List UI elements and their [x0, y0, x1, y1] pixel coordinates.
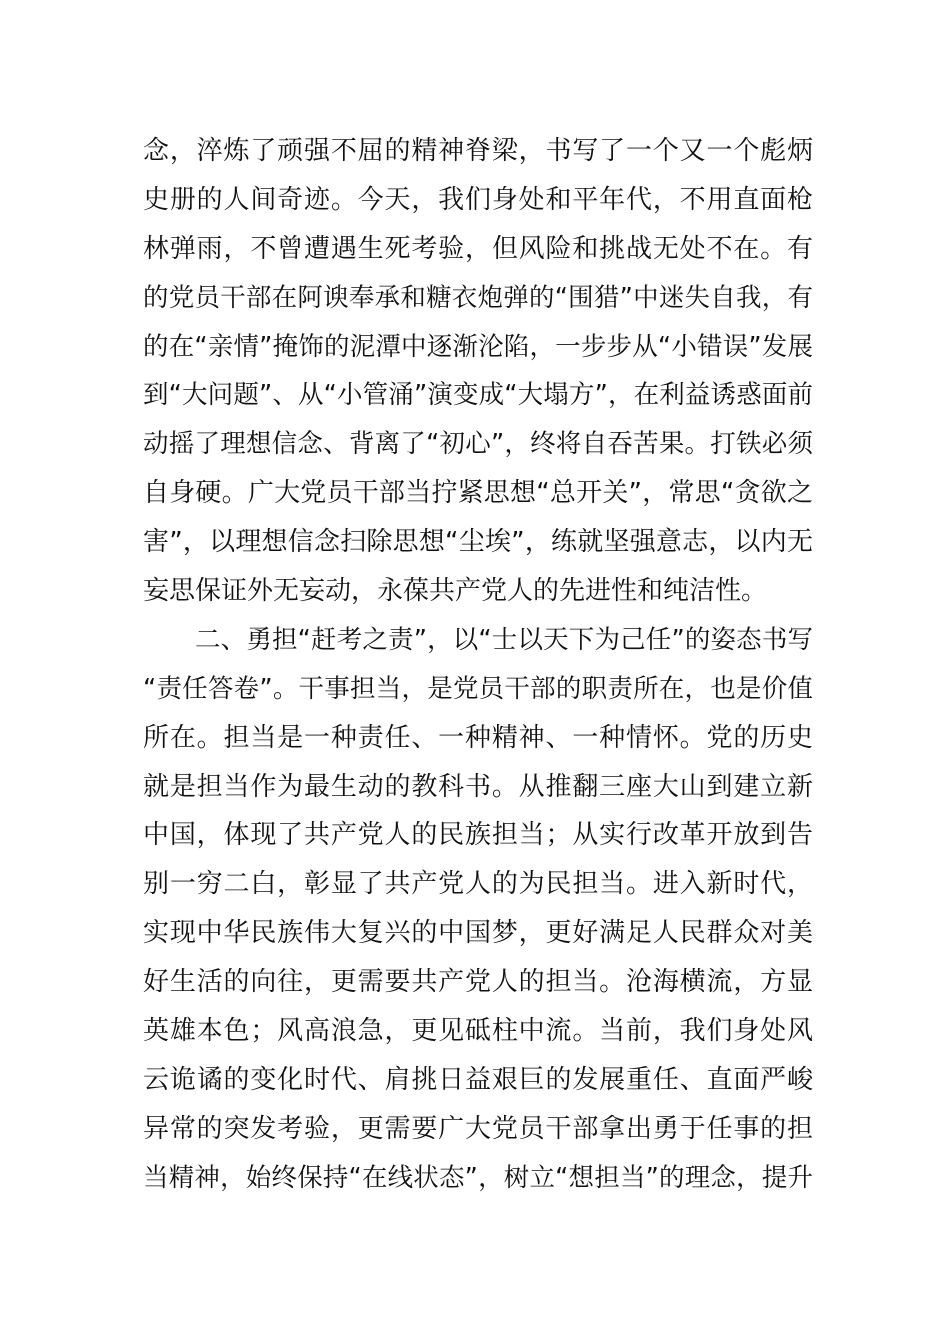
- text-line: 中国，体现了共产党人的民族担当；从实行改革开放到告: [143, 820, 813, 851]
- text-line: 到“大问题”、从“小管涌”演变成“大塌方”，在利益诱惑面前: [143, 380, 813, 411]
- text-line: 云诡谲的变化时代、肩挑日益艰巨的发展重任、直面严峻: [143, 1064, 813, 1095]
- text-line: 当精神，始终保持“在线状态”，树立“想担当”的理念，提升: [143, 1162, 813, 1193]
- section-heading-line: 二、勇担“赶考之责”，以“士以天下为己任”的姿态书写: [195, 624, 813, 655]
- text-line: 实现中华民族伟大复兴的中国梦，更好满足人民群众对美: [143, 918, 813, 949]
- text-line: 英雄本色；风高浪急，更见砥柱中流。当前，我们身处风: [143, 1016, 813, 1047]
- text-line: 动摇了理想信念、背离了“初心”，终将自吞苦果。打铁必须: [143, 429, 813, 460]
- text-line: 就是担当作为最生动的教科书。从推翻三座大山到建立新: [143, 771, 813, 802]
- text-line: 自身硬。广大党员干部当拧紧思想“总开关”，常思“贪欲之: [143, 478, 813, 509]
- text-line: “责任答卷”。干事担当，是党员干部的职责所在，也是价值: [143, 673, 813, 704]
- text-line: 的党员干部在阿谀奉承和糖衣炮弹的“围猎”中迷失自我，有: [143, 282, 813, 313]
- text-line: 的在“亲情”掩饰的泥潭中逐渐沦陷，一步步从“小错误”发展: [143, 331, 813, 362]
- text-line: 别一穷二白，彰显了共产党人的为民担当。进入新时代，: [143, 869, 813, 900]
- text-line: 史册的人间奇迹。今天，我们身处和平年代，不用直面枪: [143, 184, 813, 215]
- text-line: 异常的突发考验，更需要广大党员干部拿出勇于任事的担: [143, 1113, 813, 1144]
- text-line: 念，淬炼了顽强不屈的精神脊梁，书写了一个又一个彪炳: [143, 136, 813, 166]
- text-line: 害”，以理想信念扫除思想“尘埃”，练就坚强意志，以内无: [143, 527, 813, 558]
- body-text: [143, 127, 813, 1203]
- text-line: 所在。担当是一种责任、一种精神、一种情怀。党的历史: [143, 722, 813, 753]
- paragraph-end-line: 妄思保证外无妄动，永葆共产党人的先进性和纯洁性。: [143, 576, 768, 607]
- text-line: 林弹雨，不曾遭遇生死考验，但风险和挑战无处不在。有: [143, 233, 813, 264]
- text-line: 好生活的向往，更需要共产党人的担当。沧海横流，方显: [143, 967, 813, 998]
